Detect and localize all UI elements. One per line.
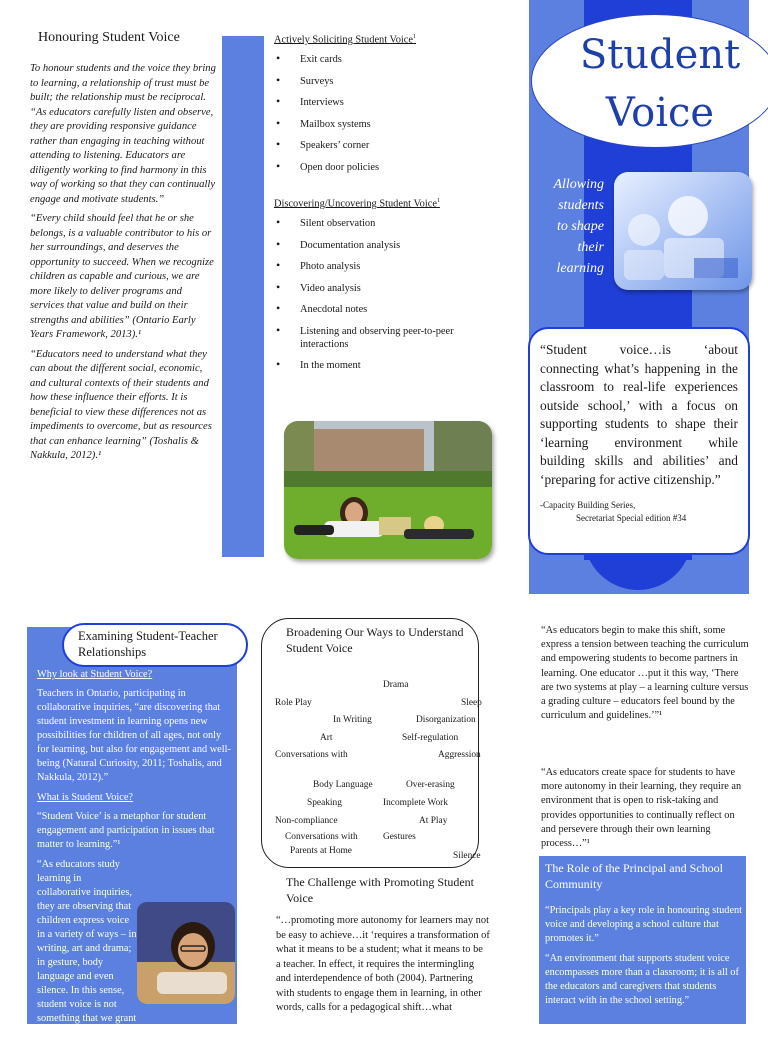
students-on-lawn-photo (284, 421, 492, 559)
soliciting-heading: Actively Soliciting Student Voice$^1$ (274, 34, 417, 46)
word-drama: Drama (383, 680, 409, 690)
word-over-erasing: Over-erasing (406, 780, 455, 790)
list-item: • Mailbox systems (274, 118, 484, 131)
word-silence: Silence (453, 851, 481, 861)
principal-role-heading: The Role of the Principal and School Community (545, 861, 723, 891)
list-item: • Surveys (274, 75, 484, 88)
panel4-paragraph: “Student Voice’ is a metaphor for student engagement and participation in issues that matter to learning.”¹ (37, 811, 215, 850)
list-item: • Exit cards (274, 53, 484, 66)
list-item: • In the moment (274, 359, 484, 372)
cover-citation: -Capacity Building Series, Secretariat Special edition #34 (540, 500, 687, 523)
word-art: Art (320, 733, 333, 743)
word-cloud-title: Broadening Our Ways to Understand Student Voice (286, 625, 464, 655)
word-sleep: Sleep (461, 698, 482, 708)
list-item: • Photo analysis (274, 260, 484, 273)
word-at-play: At Play (419, 816, 448, 826)
what-is-subheading: What is Student Voice? (37, 792, 133, 803)
principal-role-paragraph: “An environment that supports student voice encompasses more than a classroom; it is all of the educators and caregivers that students interact with in the school setting.” (545, 953, 739, 1006)
panel4-paragraph: “As educators study learning in collaborative inquiries, they are observing that children express voice in a variety of ways – in writing, art and drama; in gesture, body language and even silence. In this sense, student voice is not something that we grant to students, but ra- (37, 859, 137, 1038)
word-speaking: Speaking (307, 798, 342, 808)
panel2 (274, 30, 484, 381)
word-incomplete-work: Incomplete Work (383, 798, 448, 808)
students-with-laptop-photo (614, 172, 752, 290)
word-disorganization: Disorganization (416, 715, 476, 725)
discovering-heading: Discovering/Uncovering Student Voice$^1$ (274, 197, 440, 210)
list-item: • Listening and observing peer-to-peer interactions (274, 325, 484, 351)
challenge-heading: The Challenge with Promoting Student Voice (286, 875, 474, 905)
panel4-title: Examining Student-Teacher Relationships (78, 629, 218, 659)
panel1-title: Honouring Student Voice (38, 30, 180, 45)
word-gestures: Gestures (383, 832, 416, 842)
cover-title: Student Voice (579, 32, 741, 136)
panel1-body (30, 62, 216, 469)
cover-tagline: Allowing students to shape their learning (553, 177, 604, 276)
list-item: • Documentation analysis (274, 239, 484, 252)
panel6-quote-1: “As educators begin to make this shift, some express a tension between teaching the curriculum and empowering students to become partners in learning. One educator …put it this way, ‘There are two systems at play – a learning culture versus a grading culture – educators feel bound by the curriculum and guidelines.’”¹ (541, 625, 749, 722)
cover-quote: “Student voice…is ‘about connecting what’s happening in the classroom to real-life experiences outside school,’ with a focus on supporting students to shape their ‘learning environment while building skills and abilities’ and ‘preparing for active citizenship.” (540, 342, 738, 487)
list-item: • Interviews (274, 96, 484, 109)
discovering-list (274, 217, 484, 372)
decorative-blue-strip (222, 36, 264, 557)
word-conversations-with: Conversations with (285, 832, 358, 842)
why-look-subheading: Why look at Student Voice? (37, 669, 153, 680)
word-parents-at-home: Parents at Home (290, 846, 352, 856)
list-item: • Speakers’ corner (274, 139, 484, 152)
word-body-language: Body Language (313, 780, 373, 790)
word-role-play: Role Play (275, 698, 312, 708)
word-conversations-with: Conversations with (275, 750, 348, 760)
list-item: • Video analysis (274, 282, 484, 295)
list-item: • Anecdotal notes (274, 303, 484, 316)
word-in-writing: In Writing (333, 715, 372, 725)
panel4-paragraph: Teachers in Ontario, participating in collaborative inquiries, “are discovering that student investment in learning opens new possibilities for children of all ages, not only for learning, but also for engagement and well-being (Natural Curiosity, 2011; Toshalis, and Nakkula, 2012).” (37, 688, 231, 783)
girl-with-glasses-photo (137, 902, 235, 1004)
list-item: • Silent observation (274, 217, 484, 230)
challenge-text: “…promoting more autonomy for learners may not be easy to achieve…it ‘requires a transformation of what it means to be a student; what it means to be a teacher. In effect, it requires the intermingling and interdependence of both (2004). Partnering with students to engage them in learning, in other words, calls for a pedagogical shift…what (276, 915, 490, 1013)
word-aggression: Aggression (438, 750, 481, 760)
soliciting-list (274, 53, 484, 174)
word-self-regulation: Self-regulation (402, 733, 459, 743)
list-item: • Open door policies (274, 161, 484, 174)
word-non-compliance: Non-compliance (275, 816, 338, 826)
principal-role-body (545, 904, 743, 1014)
panel1-paragraph: “Every child should feel that he or she belongs, is a valuable contributor to his or her surroundings, and deserves the opportunity to succeed. When we recognize children as capable and curious, we are more likely to deliver programs and services that value and build on their strengths and abilities” (Ontario Early Years Framework, 2013).¹ (30, 213, 214, 340)
principal-role-paragraph: “Principals play a key role in honouring student voice and developing a school culture that promotes it.” (545, 905, 743, 944)
cover-quote-box (528, 327, 750, 555)
panel1-paragraph: “Educators need to understand what they can about the different social, economic, and cultural contexts of their students and how these influence their efforts. It is beneficial to view these differences not as impediments to overcome, but as resources that can enhance learning” (Toshalis & Nakkula, 2012).¹ (30, 348, 212, 461)
panel6-quote-2: “As educators create space for students to have more autonomy in their learning, they require an environment that is open to risk-taking and provides opportunities to continually reflect on and persevere through their own learning process…”¹ (541, 767, 742, 850)
panel1-paragraph: To honour students and the voice they bring to learning, a relationship of trust must be built; the relationship must be reciprocal. “As educators carefully listen and observe, they are providing responsive guidance rather than engaging in teaching without attending to listening. Educators are diligently working to find harmony in this way of working so that they can continually engage and motivate students.” (30, 63, 216, 205)
